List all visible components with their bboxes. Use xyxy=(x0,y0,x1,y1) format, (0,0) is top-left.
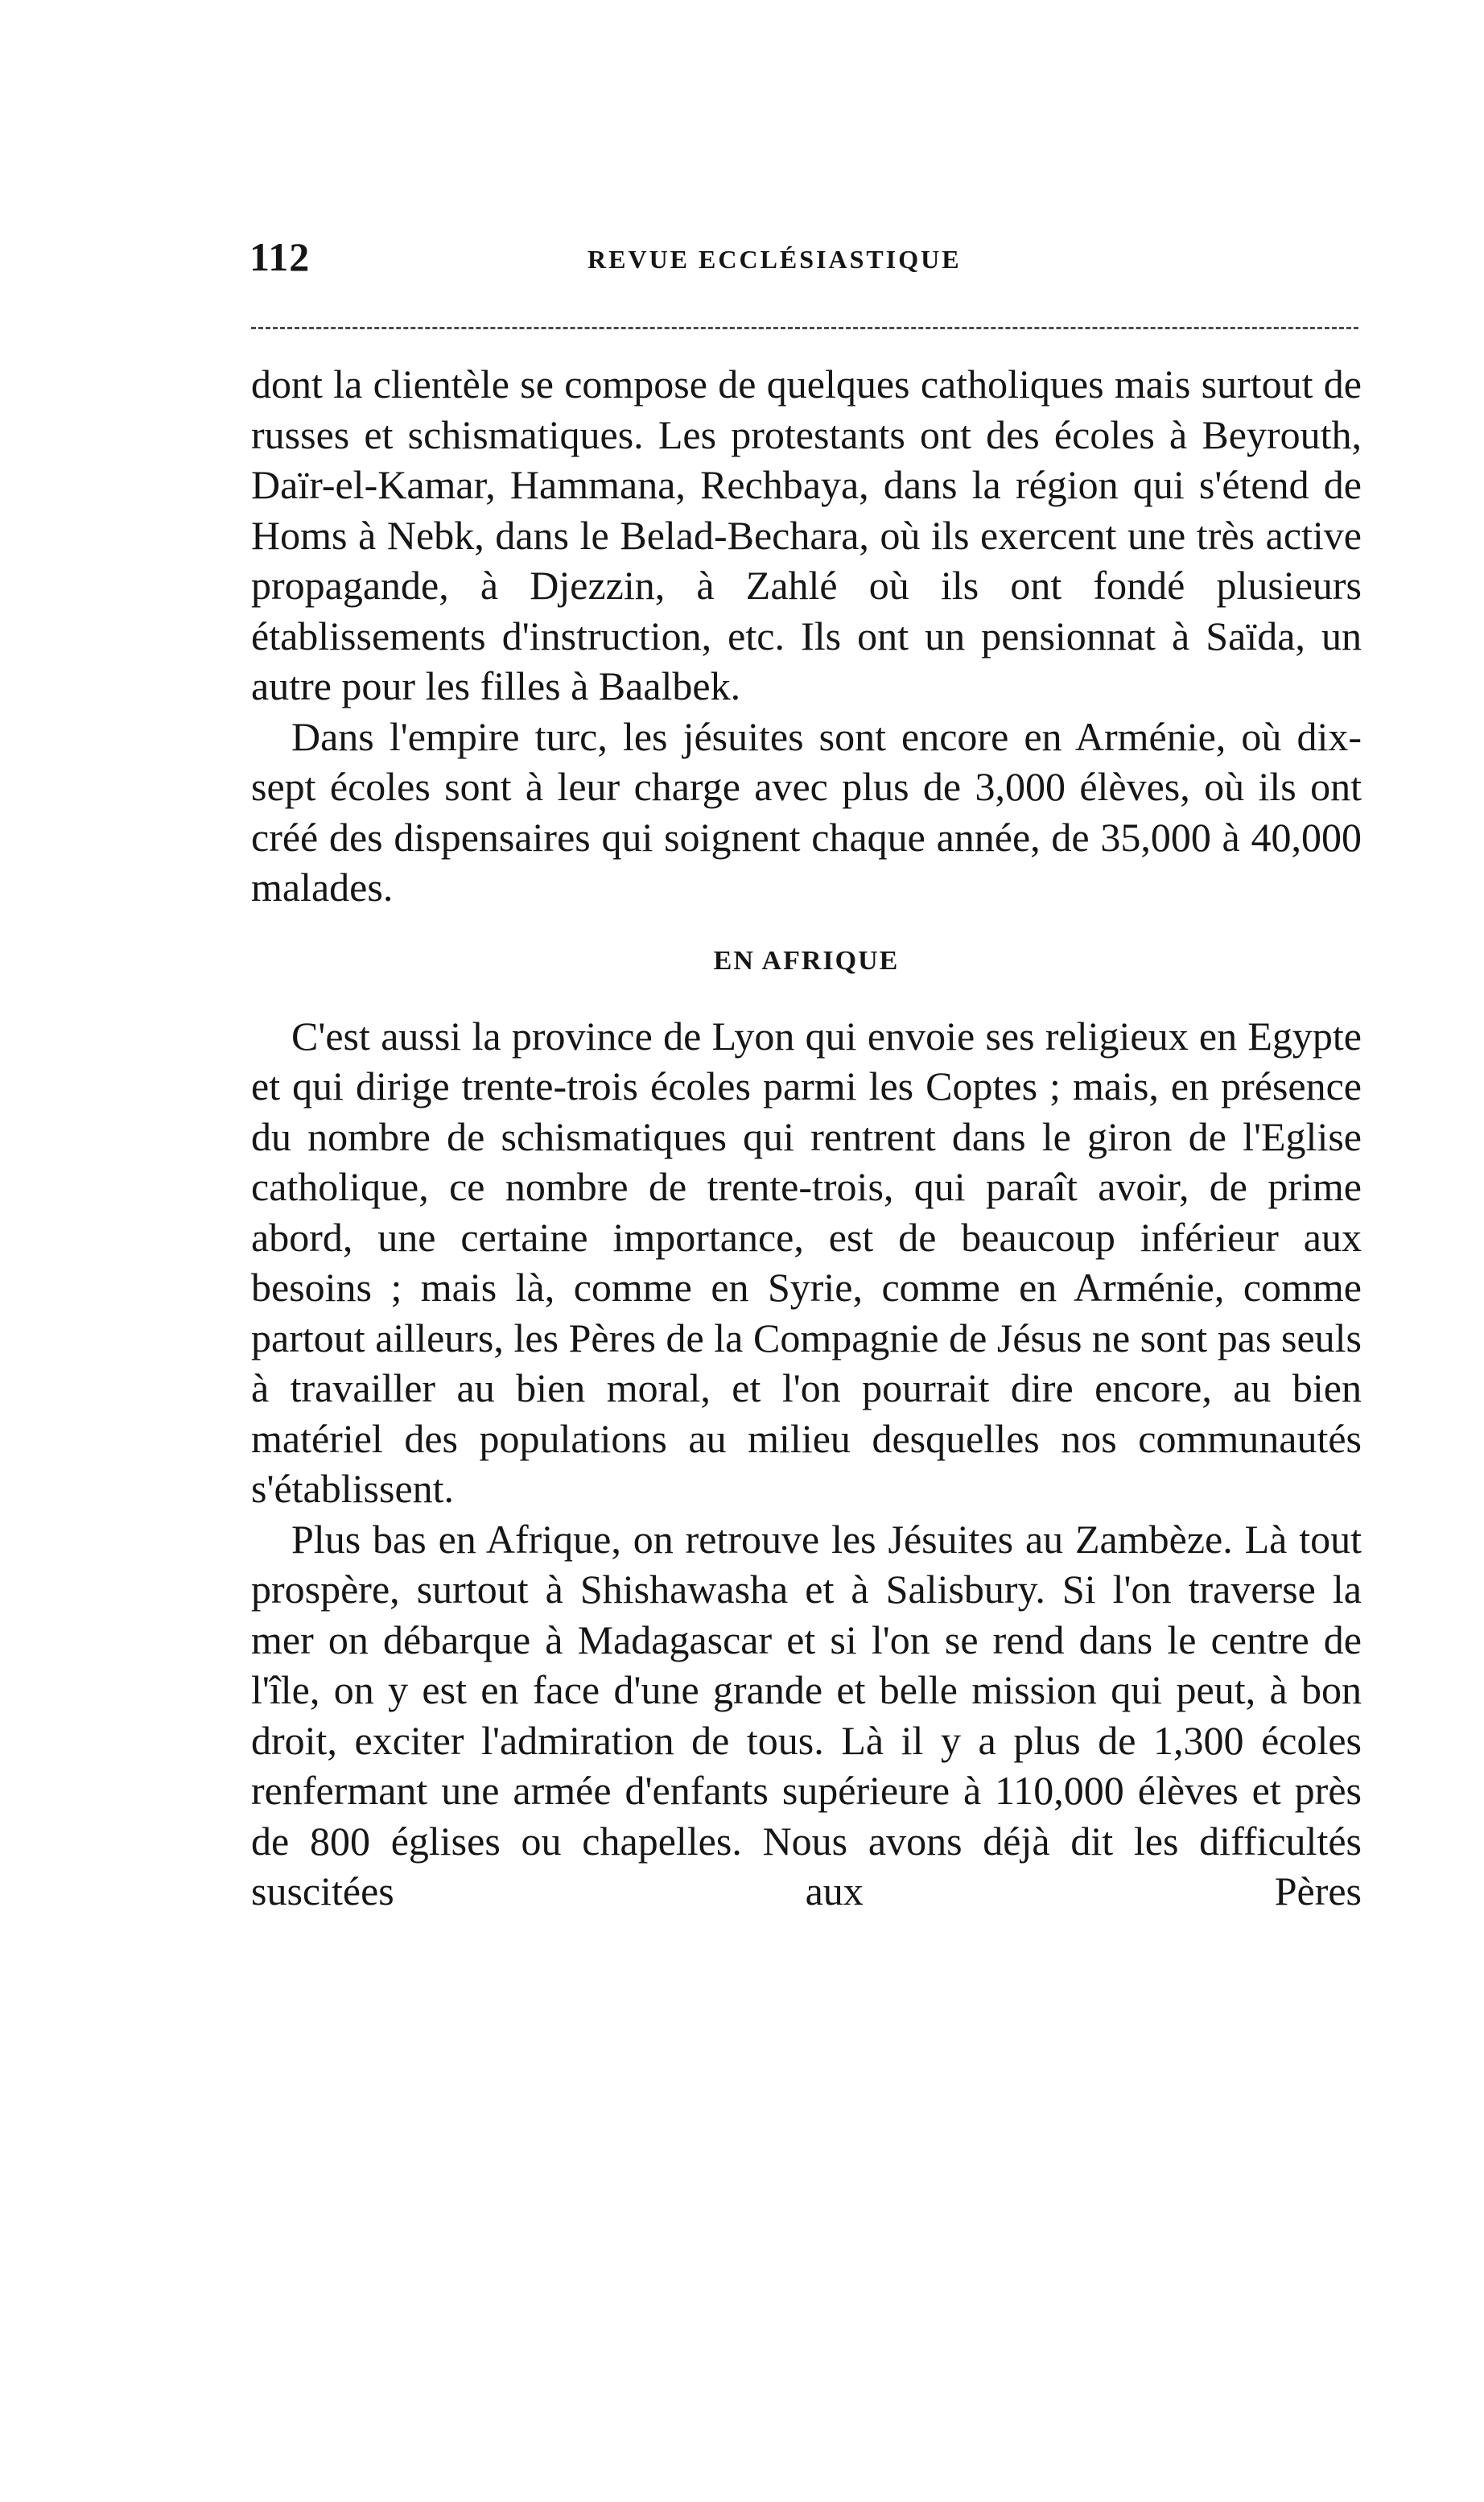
page-header xyxy=(249,233,1360,290)
section-heading: EN AFRIQUE xyxy=(713,945,900,976)
paragraph: Dans l'empire turc, les jésuites sont encore en Arménie, où dix-sept écoles sont à leur charge avec plus de 3,000 élèves, où ils ont créé des dispensaires qui soignent chaque année, de 35,000 à 40,000 malades. xyxy=(251,713,1362,910)
body-text xyxy=(251,359,1362,1917)
paragraph: C'est aussi la province de Lyon qui envoie ses religieux en Egypte et qui dirige trente-trois écoles parmi les Coptes ; mais, en présence du nombre de schismatiques qui rentrent dans le giron de l'Eglise catholique, ce nombre de trente-trois, qui paraît avoir, de prime abord, une certaine importance, est de beaucoup inférieur aux besoins ; mais là, comme en Syrie, comme en Arménie, comme partout ailleurs, les Pères de la Compagnie de Jésus ne sont pas seuls à travailler au bien moral, et l'on pourrait dire encore, au bien matériel des populations au milieu desquelles nos communautés s'établissent. xyxy=(251,1013,1362,1511)
running-title: REVUE ECCLÉSIASTIQUE xyxy=(587,245,962,274)
page-number: 112 xyxy=(249,234,311,279)
paragraph: Plus bas en Afrique, on retrouve les Jésuites au Zambèze. Là tout prospère, surtout à Shishawasha et à Salisbury. Si l'on traverse la mer on débarque à Madagascar et si l'on se rend dans le centre de l'île, on y est en face d'une grande et belle mission qui peut, à bon droit, exciter l'admiration de tous. Là il y a plus de 1,300 écoles renfermant une armée d'enfants supérieure à 110,000 élèves et près de 800 églises ou chapelles. Nous avons déjà dit les difficultés suscitées aux Pères xyxy=(251,1516,1362,1914)
header-divider xyxy=(251,327,1358,329)
paragraph: dont la clientèle se compose de quelques catholiques mais surtout de russes et schismatiques. Les protestants ont des écoles à Beyrouth, Daïr-el-Kamar, Hammana, Rechbaya, dans la région qui s'étend de Homs à Nebk, dans le Belad-Bechara, où ils exercent une très active propagande, à Djezzin, à Zahlé où ils ont fondé plusieurs établissements d'instruction, etc. Ils ont un pensionnat à Saïda, un autre pour les filles à Baalbek. xyxy=(251,361,1362,708)
